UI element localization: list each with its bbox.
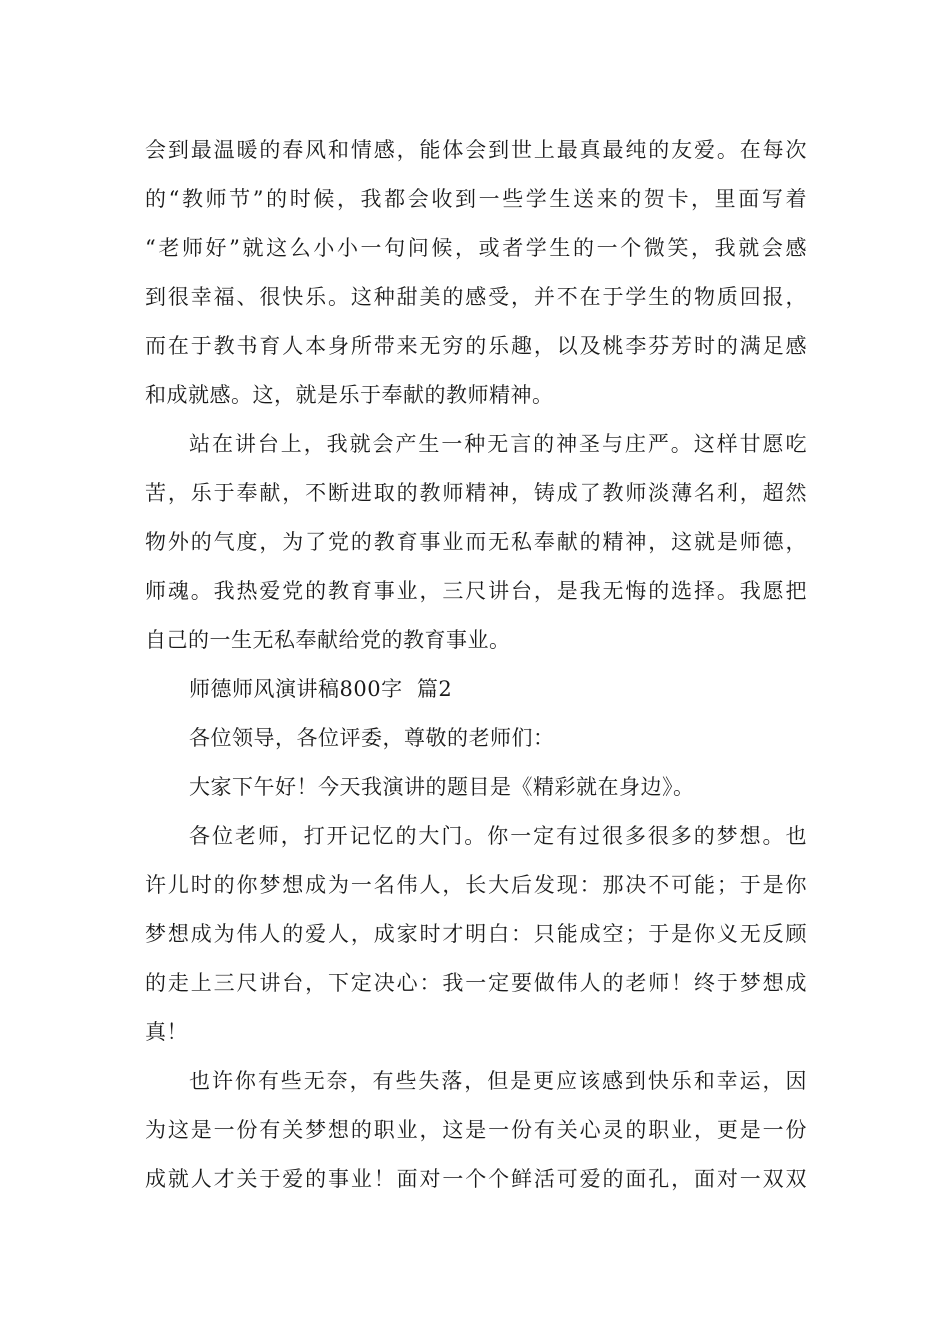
text-line: 站在讲台上，我就会产生一种无言的神圣与庄严。这样甘愿吃 [189, 432, 807, 456]
document-body [145, 126, 807, 1204]
text-line: 梦想成为伟人的爱人，成家时才明白：只能成空；于是你义无反顾 [145, 922, 807, 946]
text-line: 的“教师节”的时候，我都会收到一些学生送来的贺卡，里面写着 [145, 187, 807, 211]
text-line: 到很幸福、很快乐。这种甜美的感受，并不在于学生的物质回报， [145, 285, 807, 309]
salutation: 各位领导，各位评委，尊敬的老师们： [189, 726, 555, 750]
text-line: 的走上三尺讲台，下定决心：我一定要做伟人的老师！终于梦想成 [145, 971, 807, 995]
text-line: “老师好”就这么小小一句问候，或者学生的一个微笑，我就会感 [145, 236, 807, 260]
greeting: 大家下午好！今天我演讲的题目是《精彩就在身边》。 [189, 775, 695, 799]
section-heading: 师德师风演讲稿800字 篇2 [189, 677, 453, 701]
text-line: 苦，乐于奉献，不断进取的教师精神，铸成了教师淡薄名利，超然 [145, 481, 807, 505]
text-line: 各位老师，打开记忆的大门。你一定有过很多很多的梦想。也 [189, 824, 807, 848]
text-line: 会到最温暖的春风和情感，能体会到世上最真最纯的友爱。在每次 [145, 138, 807, 162]
text-line: 物外的气度，为了党的教育事业而无私奉献的精神，这就是师德， [145, 530, 807, 554]
text-line: 而在于教书育人本身所带来无穷的乐趣，以及桃李芬芳时的满足感 [145, 334, 807, 358]
text-line: 许儿时的你梦想成为一名伟人，长大后发现：那决不可能；于是你 [145, 873, 807, 897]
text-line: 真！ [145, 1020, 188, 1044]
text-line: 自己的一生无私奉献给党的教育事业。 [145, 628, 511, 652]
text-line: 成就人才关于爱的事业！面对一个个鲜活可爱的面孔，面对一双双 [145, 1167, 807, 1191]
text-line: 也许你有些无奈，有些失落，但是更应该感到快乐和幸运，因 [189, 1069, 807, 1093]
text-line: 为这是一份有关梦想的职业，这是一份有关心灵的职业，更是一份 [145, 1118, 807, 1142]
text-line: 师魂。我热爱党的教育事业，三尺讲台，是我无悔的选择。我愿把 [145, 579, 807, 603]
text-line: 和成就感。这，就是乐于奉献的教师精神。 [145, 383, 554, 407]
